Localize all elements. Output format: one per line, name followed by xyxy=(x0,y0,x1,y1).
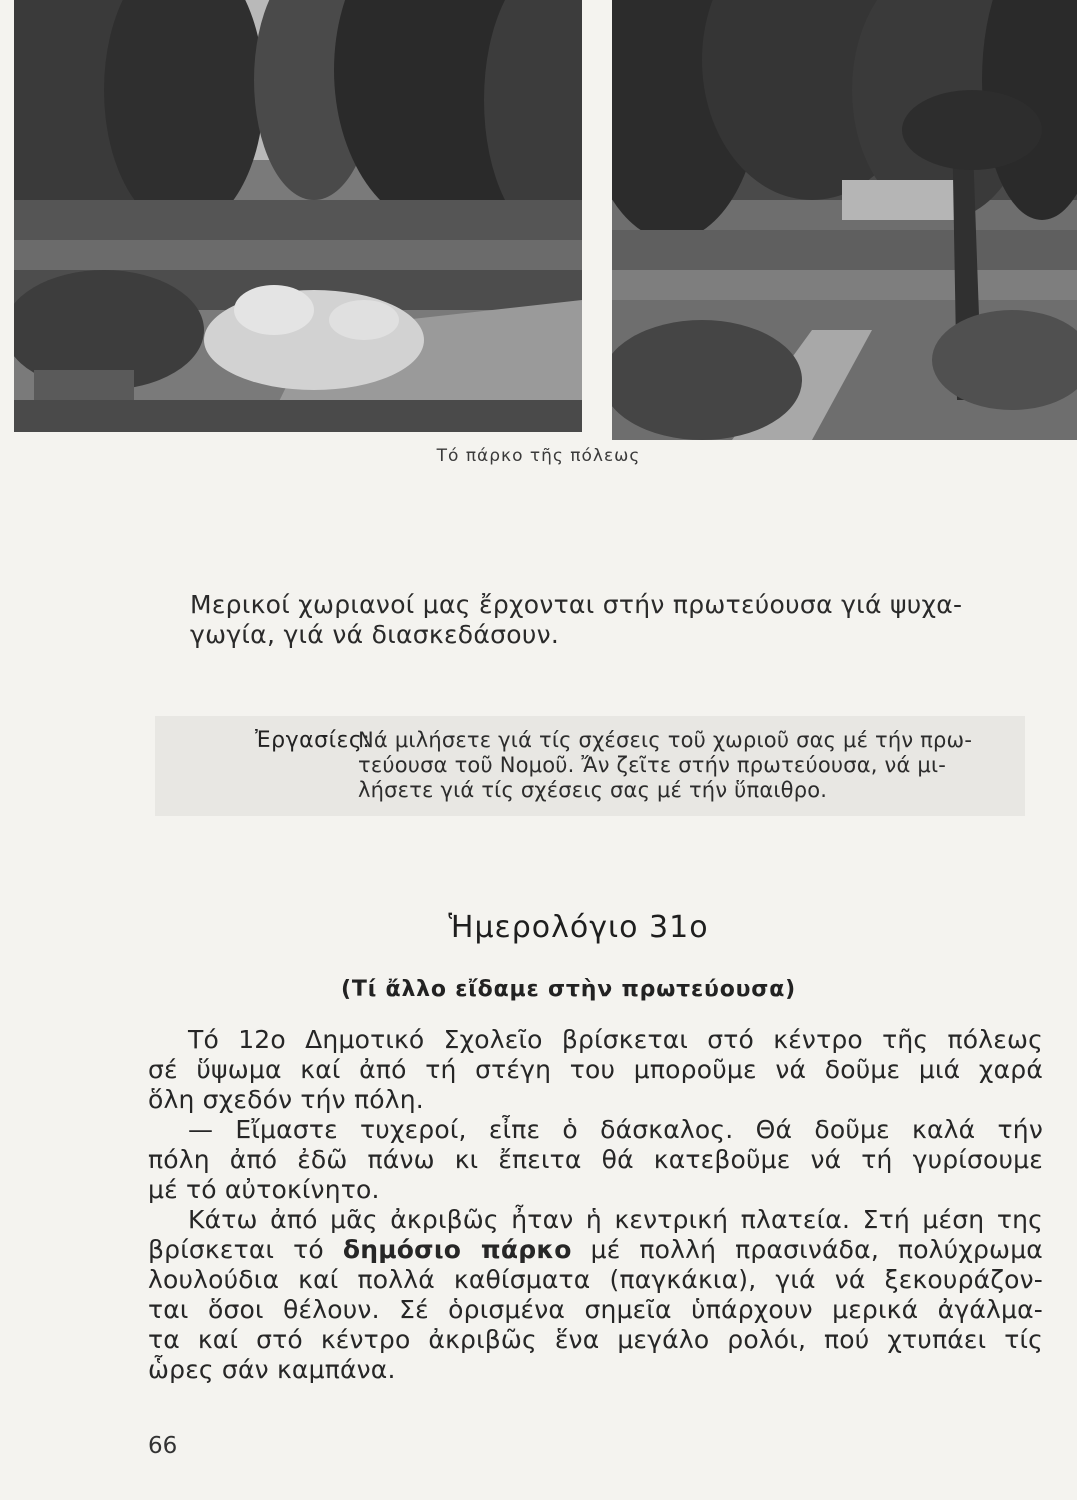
body-p3-line-3: λουλούδια καί πολλά καθίσματα (παγκάκια), γιά νά ξεκουράζον- xyxy=(148,1265,1043,1294)
body-p3-line-6: ὧρες σάν καμπάνα. xyxy=(148,1355,396,1384)
intro-line-2: γωγία, γιά νά διασκεδάσουν. xyxy=(190,620,560,649)
body-p1-line-2: σέ ὕψωμα καί ἀπό τή στέγη του μποροῦμε νά δοῦμε μιά χαρά xyxy=(148,1055,1043,1084)
intro-line-1: Μερικοί χωριανοί μας ἔρχονται στήν πρωτεύουσα γιά ψυχα- xyxy=(190,590,963,619)
intro-paragraph xyxy=(190,590,1070,650)
body-p3-line-2-pre: βρίσκεται τό xyxy=(148,1235,343,1264)
park-photo-left xyxy=(14,0,582,432)
park-photo-right-image xyxy=(612,0,1077,440)
tasks-label: Ἐργασίες: xyxy=(255,728,371,753)
body-paragraph-1 xyxy=(148,1025,1043,1115)
body-p3-line-1: Κάτω ἀπό μᾶς ἀκριβῶς ἦταν ἡ κεντρική πλατεία. Στή μέση της xyxy=(188,1205,1043,1234)
park-term-bold: δημόσιο πάρκο xyxy=(342,1235,572,1264)
body-p2-line-1: — Εἴμαστε τυχεροί, εἶπε ὁ δάσκαλος. Θά δοῦμε καλά τήν xyxy=(188,1115,1043,1144)
diary-subtitle: (Τί ἄλλο εἴδαμε στὴν πρωτεύουσα) xyxy=(341,977,796,1002)
photo-caption: Τό πάρκο τῆς πόλεως xyxy=(436,446,641,466)
body-p2-line-2: πόλη ἀπό ἐδῶ πάνω κι ἔπειτα θά κατεβοῦμε νά τή γυρίσουμε xyxy=(148,1145,1043,1174)
body-p3-line-2-post: μέ πολλή πρασινάδα, πολύχρωμα xyxy=(571,1235,1043,1264)
diary-title: Ἡμερολόγιο 31ο xyxy=(448,910,709,945)
body-p3-line-4: ται ὅσοι θέλουν. Σέ ὁρισμένα σημεῖα ὑπάρχουν μερικά ἀγάλμα- xyxy=(148,1295,1043,1324)
park-photo-right xyxy=(612,0,1077,440)
body-p1-line-3: ὅλη σχεδόν τήν πόλη. xyxy=(148,1085,424,1114)
body-paragraph-2 xyxy=(148,1115,1043,1205)
tasks-line-1: Νά μιλήσετε γιά τίς σχέσεις τοῦ χωριοῦ σας μέ τήν πρω- xyxy=(358,728,973,752)
body-p2-line-3: μέ τό αὐτοκίνητο. xyxy=(148,1175,380,1204)
body-text xyxy=(148,1025,1043,1385)
body-p1-line-1: Τό 12ο Δημοτικό Σχολεῖο βρίσκεται στό κέντρο τῆς πόλεως xyxy=(188,1025,1043,1054)
park-photo-left-image xyxy=(14,0,582,432)
tasks-line-2: τεύουσα τοῦ Νομοῦ. Ἄν ζεῖτε στήν πρωτεύουσα, νά μι- xyxy=(358,753,947,777)
body-p3-line-2 xyxy=(148,1235,1043,1265)
tasks-text xyxy=(358,728,1038,803)
page-number: 66 xyxy=(148,1433,178,1459)
tasks-line-3: λήσετε γιά τίς σχέσεις σας μέ τήν ὕπαιθρο. xyxy=(358,778,828,802)
body-paragraph-3 xyxy=(148,1205,1043,1385)
body-p3-line-5: τα καί στό κέντρο ἀκριβῶς ἕνα μεγάλο ρολόι, πού χτυπάει τίς xyxy=(148,1325,1043,1354)
